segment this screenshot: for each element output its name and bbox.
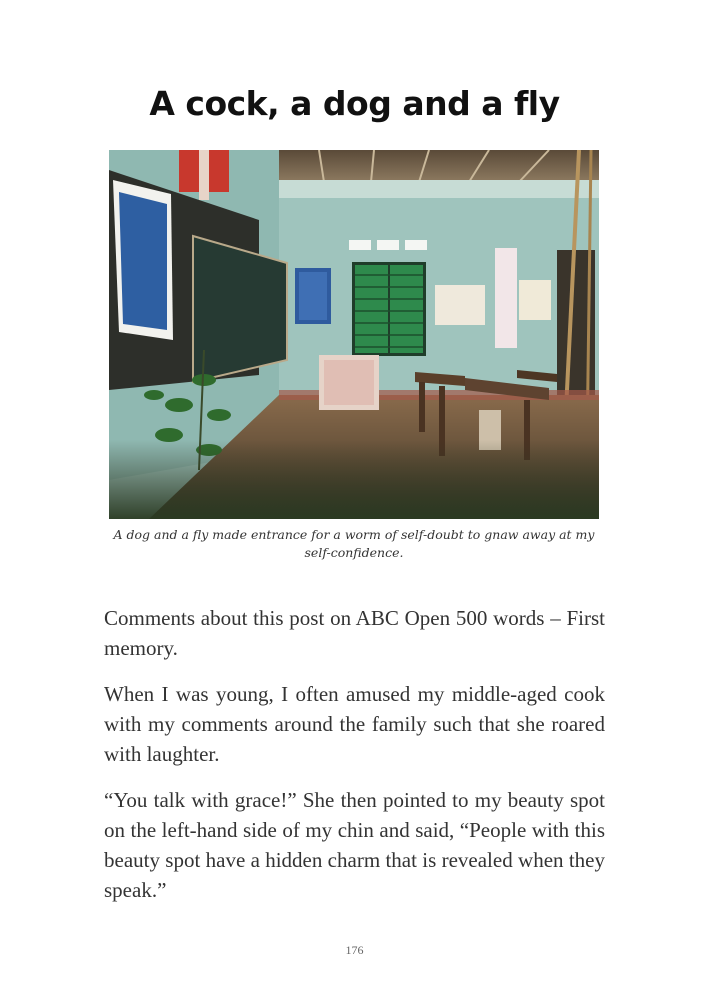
page-number: 176 [345, 943, 364, 957]
chapter-title: A cock, a dog and a fly [149, 84, 560, 123]
classroom-photo [109, 150, 599, 519]
image-caption: A dog and a fly made entrance for a worm of self-doubt to gnaw away at my self-confidence. [113, 527, 595, 560]
body-text [104, 603, 605, 921]
paragraph: When I was young, I often amused my middle-aged cook with my comments around the family such that she roared with laughter. [104, 682, 605, 766]
paragraph: Comments about this post on ABC Open 500 words – First memory. [104, 606, 605, 660]
paragraph: “You talk with grace!” She then pointed to my beauty spot on the left-hand side of my chin and said, “People with this beauty spot have a hidden charm that is revealed when they speak.” [104, 788, 605, 902]
